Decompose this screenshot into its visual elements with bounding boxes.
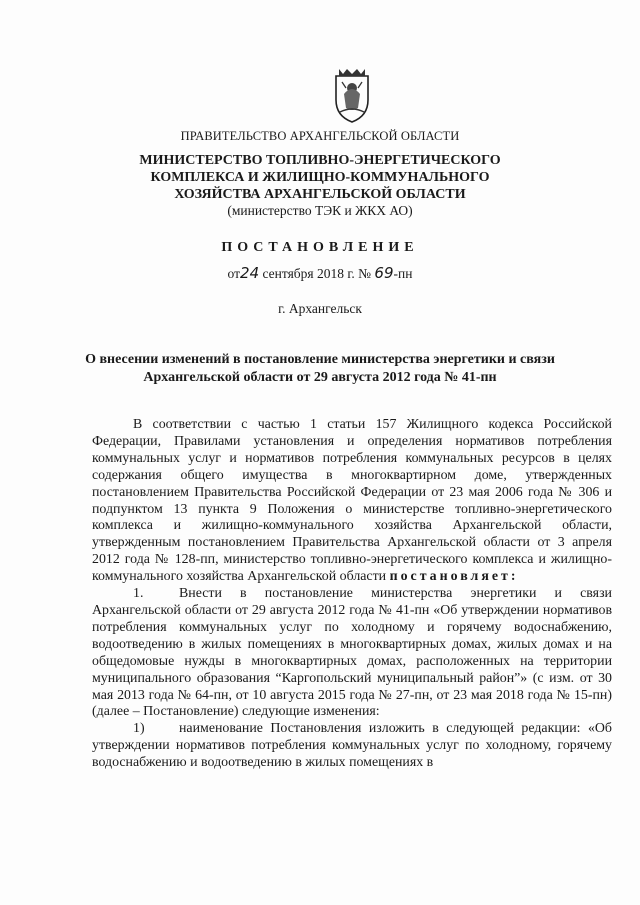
item-number: 1. (133, 586, 144, 602)
subitem-1-paragraph (92, 721, 612, 772)
resolves-word: постановляет: (389, 569, 519, 585)
document-type: ПОСТАНОВЛЕНИЕ (221, 240, 419, 255)
date-prefix: от (227, 266, 241, 281)
item-text: Внести в постановление министерства энергетики и связи Архангельской области от 29 августа 2012 года № 41-пн «Об утверждении нормативов потребления коммунальных услуг по холодному и горячему водоснабжению, водоотведению в жилых помещениях в многоквартирных домах, жилых домах и на общедомовые нужды в многоквартирных домах, расположенных на территории муниципального образования “Каргопольский муниципальный район”» (с изм. от 30 мая 2013 года № 64-пн, от 10 августа 2015 года № 27-пн, от 23 мая 2018 года № 15-пн) (далее – Постановление) следующие изменения: (92, 586, 612, 720)
document-title-line: О внесении изменений в постановление министерства энергетики и связи (85, 352, 555, 367)
ministry-name-line: МИНИСТЕРСТВО ТОПЛИВНО-ЭНЕРГЕТИЧЕСКОГО (139, 153, 501, 168)
government-name: ПРАВИТЕЛЬСТВО АРХАНГЕЛЬСКОЙ ОБЛАСТИ (180, 129, 460, 143)
preamble-paragraph (92, 417, 612, 586)
document-body (92, 417, 612, 772)
handwritten-day: 24 (240, 264, 260, 282)
handwritten-doc-number: 69 (374, 264, 394, 282)
ministry-name (0, 152, 640, 203)
coat-of-arms-icon (330, 66, 374, 124)
document-title (0, 351, 640, 386)
item-1-paragraph (92, 586, 612, 721)
preamble-text: В соответствии с частью 1 статьи 157 Жилищного кодекса Российской Федерации, Правилами установления и определения нормативов потребления коммунальных услуг и нормативов потребления коммунальных ресурсов в целях содержания общего имущества в многоквартирном доме, утвержденных постановлением Правительства Российской Федерации от 23 мая 2006 года № 306 и подпунктом 13 пункта 9 Положения о министерстве топливно-энергетического комплекса и жилищно-коммунального хозяйства Архангельской области, утвержденным постановлением Правительства Архангельской области от 3 апреля 2012 года № 128-пп, министерство топливно-энергетического комплекса и жилищно-коммунального хозяйства Архангельской области (92, 417, 612, 585)
ministry-name-line: КОМПЛЕКСА И ЖИЛИЩНО-КОММУНАЛЬНОГО (150, 170, 490, 185)
date-month-year: сентября 2018 г. № (262, 266, 372, 281)
ministry-short-name: (министерство ТЭК и ЖКХ АО) (227, 203, 413, 218)
document-title-line: Архангельской области от 29 августа 2012 года № 41-пн (143, 369, 497, 385)
subitem-number: 1) (133, 721, 145, 737)
document-date-line (0, 264, 640, 282)
subitem-text: наименование Постановления изложить в следующей редакции: «Об утверждении нормативов потребления коммунальных услуг по холодному, горячему водоснабжению и водоотведению в жилых помещениях в (92, 721, 612, 771)
ministry-name-line: ХОЗЯЙСТВА АРХАНГЕЛЬСКОЙ ОБЛАСТИ (174, 187, 466, 202)
doc-number-suffix: -пн (393, 266, 413, 281)
city: г. Архангельск (278, 301, 362, 316)
